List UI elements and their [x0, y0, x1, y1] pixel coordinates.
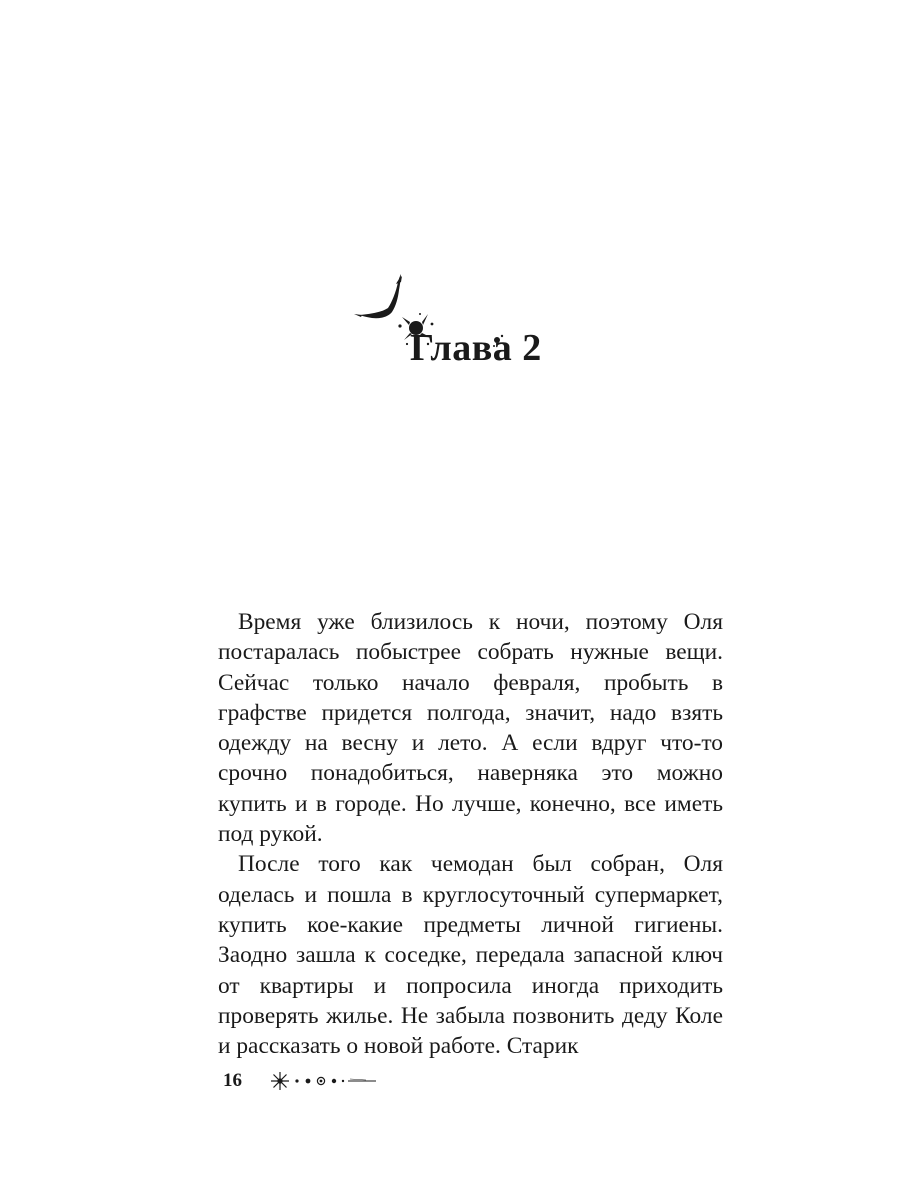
page-footer	[223, 1066, 423, 1096]
page-number: 16	[223, 1070, 242, 1091]
paragraph: После того как чемодан был собран, Оля оделась и пошла в круглосуточный супермаркет, купить кое-какие предметы личной гигиены. Заодно зашла к соседке, передала запасной ключ от квартиры и попросила иногда приходить проверять жилье. Не забыла позвонить деду Коле и рассказать о новой работе. Старик	[218, 851, 723, 1060]
star-dots-ornament-icon	[268, 1069, 378, 1093]
chapter-title: Глава 2	[410, 327, 542, 369]
body-text	[218, 607, 723, 1061]
paragraph: Время уже близилось к ночи, поэтому Оля постаралась побыстрее собрать нужные вещи. Сейчас только начало февраля, пробыть в графстве придется полгода, значит, надо взять одежду на весну и лето. А если вдруг что-то срочно понадобиться, наверняка это можно купить и в городе. Но лучше, конечно, все иметь под рукой.	[218, 609, 723, 848]
chapter-heading	[352, 270, 572, 380]
